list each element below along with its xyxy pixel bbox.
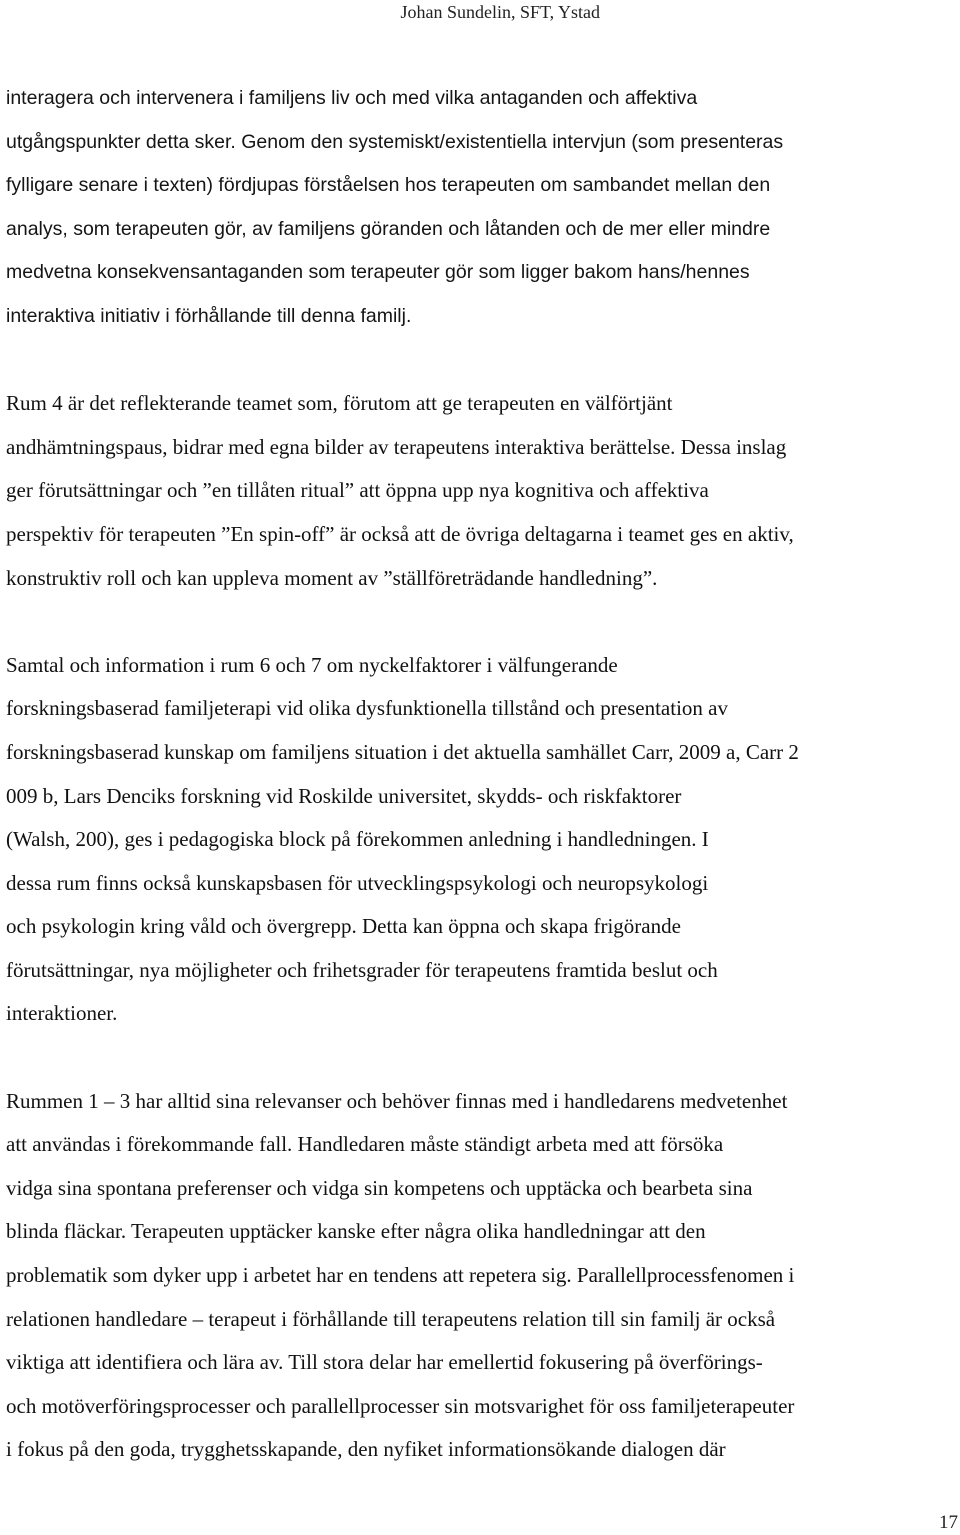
- text-line: Rummen 1 – 3 har alltid sina relevanser och behöver finnas med i handledarens medvetenhet: [6, 1088, 788, 1113]
- text-line: och motöverföringsprocesser och parallellprocesser sin motsvarighet för oss familjeterapeuter: [6, 1393, 795, 1418]
- paragraph-spacer: [6, 339, 958, 383]
- text-line: förutsättningar, nya möjligheter och frihetsgrader för terapeutens framtida beslut och: [6, 957, 718, 982]
- paragraph-spacer: [6, 600, 958, 644]
- text-line: konstruktiv roll och kan uppleva moment av ”ställföreträdande handledning”.: [6, 565, 658, 590]
- text-line: relationen handledare – terapeut i förhållande till terapeutens relation till sin familj är också: [6, 1306, 776, 1331]
- document-body: [6, 77, 958, 1472]
- text-line: perspektiv för terapeuten ”En spin-off” är också att de övriga deltagarna i teamet ges en aktiv,: [6, 521, 794, 546]
- text-line: analys, som terapeuten gör, av familjens göranden och låtanden och de mer eller mindre: [6, 217, 771, 240]
- text-line: interaktioner.: [6, 1001, 118, 1026]
- paragraph-3: [6, 644, 958, 1036]
- text-line: (Walsh, 200), ges i pedagogiska block på förekommen anledning i handledningen. I: [6, 827, 709, 852]
- text-line: dessa rum finns också kunskapsbasen för utvecklingspsykologi och neuropsykologi: [6, 870, 709, 895]
- page-number: 17: [939, 1512, 958, 1533]
- text-line: 009 b, Lars Denciks forskning vid Roskilde universitet, skydds- och riskfaktorer: [6, 783, 682, 808]
- text-line: vidga sina spontana preferenser och vidga sin kompetens och upptäcka och bearbeta sina: [6, 1175, 753, 1200]
- text-line: Samtal och information i rum 6 och 7 om nyckelfaktorer i välfungerande: [6, 652, 618, 677]
- text-line: blinda fläckar. Terapeuten upptäcker kanske efter några olika handledningar att den: [6, 1219, 706, 1244]
- paragraph-spacer: [6, 1036, 958, 1080]
- text-line: medvetna konsekvensantaganden som terapeuter gör som ligger bakom hans/hennes: [6, 261, 750, 284]
- text-line: ger förutsättningar och ”en tillåten ritual” att öppna upp nya kognitiva och affektiva: [6, 478, 709, 503]
- text-line: interagera och intervenera i familjens liv och med vilka antaganden och affektiva: [6, 87, 698, 109]
- paragraph-4: [6, 1080, 958, 1472]
- text-line: och psykologin kring våld och övergrepp. Detta kan öppna och skapa frigörande: [6, 914, 681, 939]
- text-line: utgångspunkter detta sker. Genom den systemiskt/existentiella intervjun (som presenteras: [6, 130, 784, 153]
- text-line: interaktiva initiativ i förhållande till denna familj.: [6, 304, 412, 327]
- text-line: andhämtningspaus, bidrar med egna bilder av terapeutens interaktiva berättelse. Dessa inslag: [6, 434, 787, 459]
- text-line: i fokus på den goda, trygghetsskapande, den nyfiket informationsökande dialogen där: [6, 1437, 726, 1462]
- text-line: viktiga att identifiera och lära av. Till stora delar har emellertid fokusering på överförings-: [6, 1350, 763, 1375]
- text-line: forskningsbaserad kunskap om familjens situation i det aktuella samhället Carr, 2009 a, Carr 2: [6, 739, 799, 764]
- text-line: problematik som dyker upp i arbetet har en tendens att repetera sig. Parallellprocessfenomen i: [6, 1263, 795, 1288]
- text-line: att användas i förekommande fall. Handledaren måste ständigt arbeta med att försöka: [6, 1132, 724, 1157]
- text-line: Rum 4 är det reflekterande teamet som, förutom att ge terapeuten en välförtjänt: [6, 391, 673, 416]
- paragraph-1: [6, 77, 958, 339]
- text-line: forskningsbaserad familjeterapi vid olika dysfunktionella tillstånd och presentation av: [6, 696, 728, 721]
- paragraph-2: [6, 382, 958, 600]
- running-head: Johan Sundelin, SFT, Ystad: [400, 2, 600, 22]
- text-line: fylligare senare i texten) fördjupas förståelsen hos terapeuten om sambandet mellan den: [6, 174, 771, 197]
